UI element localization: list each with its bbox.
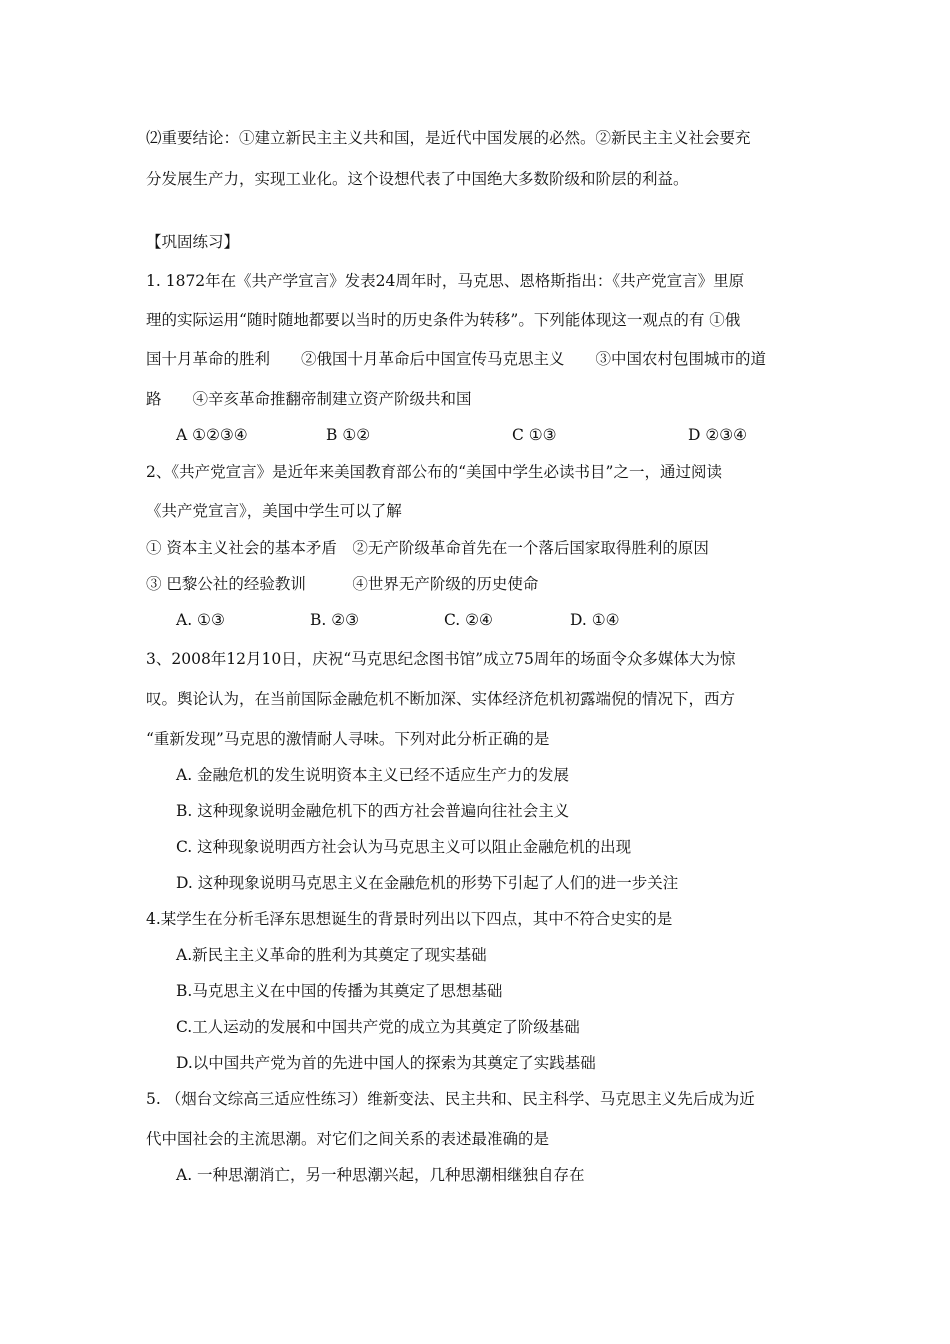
q5-option-a: A. 一种思潮消亡，另一种思潮兴起，几种思潮相继独自存在 [176,1166,585,1184]
q4-option-a: A.新民主主义革命的胜利为其奠定了现实基础 [176,946,487,964]
q2-line-2: 《共产党宣言》，美国中学生可以了解 [146,502,402,520]
q2-option-d: D. ①④ [570,611,620,629]
conclusion-line-1: ⑵重要结论：①建立新民主主义共和国，是近代中国发展的必然。②新民主主义社会要充 [146,129,751,147]
q4-option-c: C.工人运动的发展和中国共产党的成立为其奠定了阶级基础 [176,1018,580,1036]
q2-line-3: ① 资本主义社会的基本矛盾 ②无产阶级革命首先在一个落后国家取得胜利的原因 [146,539,709,557]
q5-line-2: 代中国社会的主流思潮。对它们之间关系的表述最准确的是 [146,1130,550,1148]
q2-option-b: B. ②③ [310,611,360,629]
q1-option-b: B ①② [326,426,371,444]
q3-option-b: B. 这种现象说明金融危机下的西方社会普遍向往社会主义 [176,802,570,820]
q2-option-a: A. ①③ [176,611,225,629]
q3-option-d: D. 这种现象说明马克思主义在金融危机的形势下引起了人们的进一步关注 [176,874,679,892]
q2-line-1: 2、《共产党宣言》是近年来美国教育部公布的“美国中学生必读书目”之一，通过阅读 [146,463,722,481]
q1-option-c: C ①③ [512,426,557,444]
q4-option-b: B.马克思主义在中国的传播为其奠定了思想基础 [176,982,503,1000]
q4-option-d: D.以中国共产党为首的先进中国人的探索为其奠定了实践基础 [176,1054,596,1072]
q2-line-4: ③ 巴黎公社的经验教训 ④世界无产阶级的历史使命 [146,575,539,593]
q4-stem: 4.某学生在分析毛泽东思想诞生的背景时列出以下四点，其中不符合史实的是 [146,910,673,928]
q5-line-1: 5. （烟台文综高三适应性练习）维新变法、民主共和、民主科学、马克思主义先后成为近 [146,1090,755,1108]
q1-option-a: A ①②③④ [176,426,248,444]
q1-line-1: 1. 1872年在《共产学宣言》发表24周年时，马克思、恩格斯指出：《共产党宣言》里原 [146,272,745,290]
q3-option-c: C. 这种现象说明西方社会认为马克思主义可以阻止金融危机的出现 [176,838,632,856]
q1-option-d: D ②③④ [688,426,748,444]
q3-line-1: 3、2008年12月10日，庆祝“马克思纪念图书馆”成立75周年的场面令众多媒体大为惊 [146,650,736,668]
q3-line-3: “重新发现”马克思的激情耐人寻味。下列对此分析正确的是 [146,730,550,748]
q1-line-4: 路 ④辛亥革命推翻帝制建立资产阶级共和国 [146,390,472,408]
q3-line-2: 叹。舆论认为，在当前国际金融危机不断加深、实体经济危机初露端倪的情况下，西方 [146,690,736,708]
section-title: 【巩固练习】 [146,233,240,251]
q2-option-c: C. ②④ [444,611,493,629]
conclusion-line-2: 分发展生产力，实现工业化。这个设想代表了中国绝大多数阶级和阶层的利益。 [146,170,689,188]
q1-line-3: 国十月革命的胜利 ②俄国十月革命后中国宣传马克思主义 ③中国农村包围城市的道 [146,350,767,368]
q1-line-2: 理的实际运用“随时随地都要以当时的历史条件为转移”。下列能体现这一观点的有 ①俄 [146,311,741,329]
q3-option-a: A. 金融危机的发生说明资本主义已经不适应生产力的发展 [176,766,570,784]
